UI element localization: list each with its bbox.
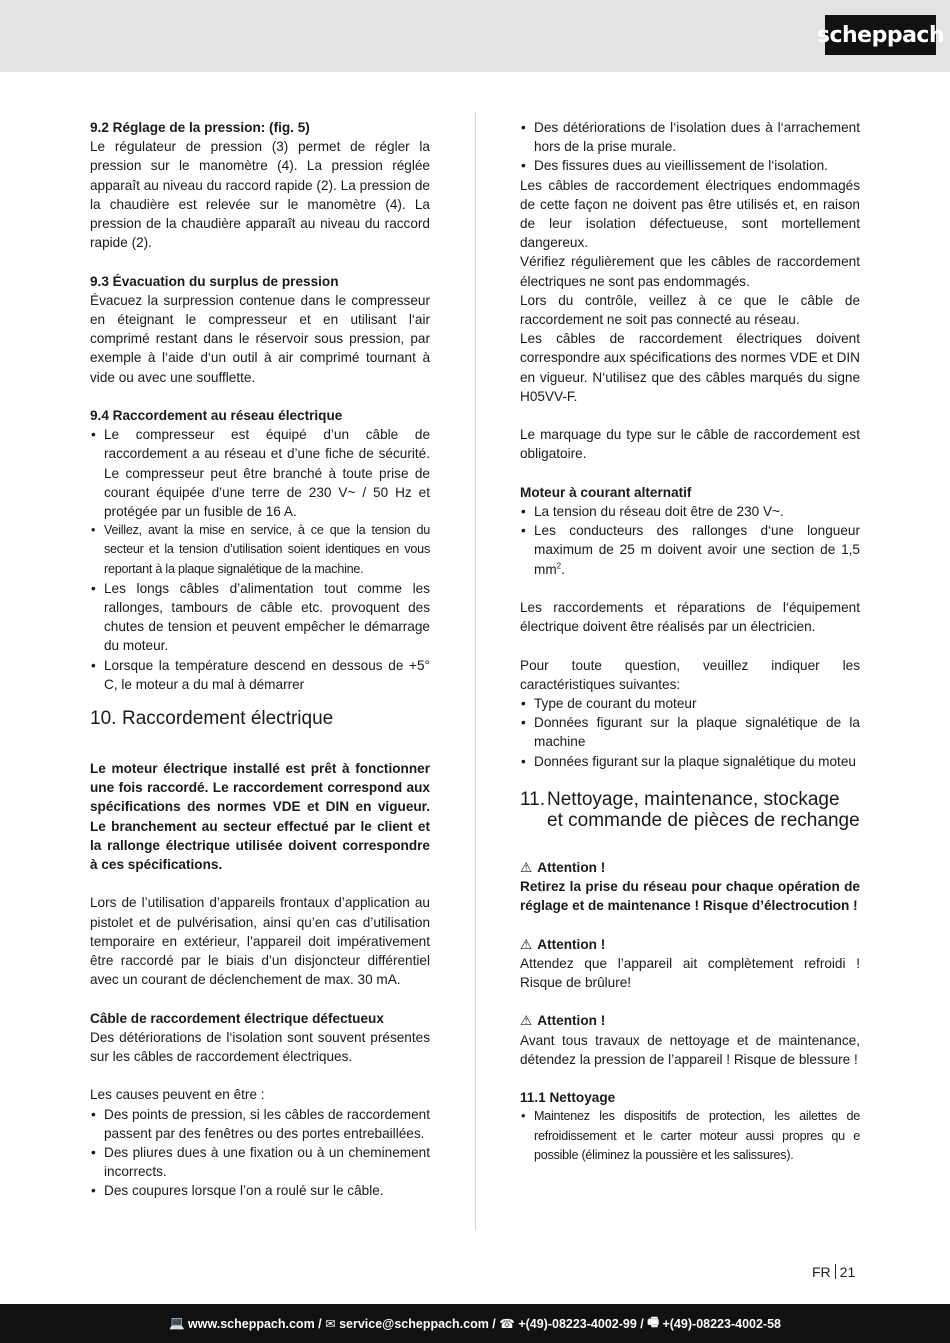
list-item: • Veillez, avant la mise en service, à ce que la tension du secteur et la tension d’utilisation soient identiques en vous reportant à la plaque signalétique de la machine.: [90, 521, 430, 579]
email-link[interactable]: service@scheppach.com /: [339, 1316, 496, 1331]
mail-icon: ✉: [321, 1317, 340, 1331]
right-column: [520, 118, 860, 1165]
list-item: • Données figurant sur la plaque signalétique du moteu: [520, 752, 860, 771]
paragraph: Les câbles de raccordement électriques doivent correspondre aux spécifications des normes VDE et DIN en vigueur. N‘utilisez que des câbles marqués du signe H05VV-F.: [520, 331, 860, 404]
page-number: [812, 1264, 855, 1280]
list-item: • Type de courant du moteur: [520, 694, 860, 713]
superscript: 2: [556, 561, 562, 571]
list-item: • Des pliures dues à une fixation ou à un cheminement incorrects.: [90, 1143, 430, 1181]
section-11-1-heading: 11.1 Nettoyage: [520, 1090, 616, 1106]
warning-text: Avant tous travaux de nettoyage et de maintenance, détendez la pression de l’appareil ! Risque de blessure !: [520, 1032, 860, 1067]
list-item-text: Les conducteurs des rallonges d‘une longueur maximum de 25 m doivent avoir une section de 1,5 mm: [534, 523, 860, 577]
phone-number: +(49)-08223-4002-99 /: [518, 1316, 644, 1331]
left-column: [90, 118, 430, 1201]
page-separator: [835, 1264, 836, 1279]
list-item: • Le compresseur est équipé d’un câble de raccordement a au réseau et d’une fiche de sécurité. Le compresseur peut être branché à toute prise de courant équipée d’une terre de 230 V~ / 50 Hz et protégée par un fusible de 16 A.: [90, 425, 430, 521]
section-9-4-heading: 9.4 Raccordement au réseau électrique: [90, 408, 343, 424]
characteristics-list: [520, 694, 860, 771]
list-item: • Données figurant sur la plaque signalétique de la machine: [520, 713, 860, 751]
causes-list: [90, 1105, 430, 1201]
list-item: • Des fissures dues au vieillissement de l‘isolation.: [520, 156, 860, 175]
list-item: • Lorsque la température descend en dessous de +5° C, le moteur a du mal à démarrer: [90, 656, 430, 694]
warning-icon: ⚠: [520, 936, 533, 952]
computer-icon: 💻: [168, 1316, 189, 1330]
footer-bar: [0, 1304, 950, 1343]
list-item: • Les longs câbles d’alimentation tout comme les rallonges, tambours de câble etc. provoquent des chutes de tension et peuvent empêcher le démarrage du moteur.: [90, 579, 430, 656]
list-item: • La tension du réseau doit être de 230 V~.: [520, 502, 860, 521]
causes-list-continued: [520, 118, 860, 176]
section-10-title: Raccordement électrique: [122, 708, 334, 730]
paragraph: Pour toute question, veuillez indiquer les caractéristiques suivantes:: [520, 657, 860, 692]
paragraph: Le marquage du type sur le câble de raccordement est obligatoire.: [520, 427, 860, 462]
paragraph: Lors du contrôle, veillez à ce que le câble de raccordement ne soit pas connecté au réseau.: [520, 292, 860, 328]
warning-icon: ⚠: [520, 1013, 533, 1029]
paragraph: Vérifiez régulièrement que les câbles de raccordement électriques ne sont pas endommagés.: [520, 254, 860, 289]
column-divider: [475, 112, 476, 1230]
attention-heading: [520, 858, 860, 877]
attention-heading: [520, 935, 860, 954]
fax-number: +(49)-08223-4002-58: [662, 1316, 781, 1331]
list-item: • Des points de pression, si les câbles de raccordement passent par des fenêtres ou des portes entrebaillées.: [90, 1105, 430, 1143]
list-item: • Des détériorations de l‘isolation dues à l‘arrachement hors de la prise murale.: [520, 118, 860, 156]
section-9-3-heading: 9.3 Évacuation du surplus de pression: [90, 273, 339, 289]
section-10-text: Lors de l’utilisation d’appareils frontaux d’application au pistolet et de pulvérisation, ainsi qu’en cas d’utilisation temporaire en extérieur, l’appareil doit impérativement être raccordé par le biais d’un disjoncteur différentiel avec un courant de déclenchement de max. 30 mA.: [90, 895, 430, 988]
ac-motor-heading: Moteur à courant alternatif: [520, 484, 692, 500]
section-9-2-text: Le régulateur de pression (3) permet de régler la pression sur le manomètre (4). La pression réglée apparaît au niveau du raccord rapide (2). La pression de la chaudière est relevée sur le manomètre (4). La pression de la chaudière apparaît au niveau du raccord rapide (2).: [90, 139, 430, 251]
causes-intro: Les causes peuvent en être :: [90, 1087, 265, 1103]
list-item: • Des coupures lorsque l’on a roulé sur le câble.: [90, 1181, 430, 1200]
website-link[interactable]: www.scheppach.com /: [188, 1316, 322, 1331]
ac-motor-list: [520, 502, 860, 579]
attention-label: Attention !: [537, 1013, 606, 1029]
page-language: FR: [812, 1264, 831, 1280]
page-number-value: 21: [839, 1264, 856, 1280]
section-10-number: 10.: [90, 708, 117, 730]
defective-cable-text: Des détériorations de l‘isolation sont souvent présentes sur les câbles de raccordement électriques.: [90, 1029, 430, 1065]
defective-cable-heading: Câble de raccordement électrique défectueux: [90, 1010, 384, 1026]
paragraph: Les raccordements et réparations de l‘équipement électrique doivent être réalisés par un électricien.: [520, 600, 860, 635]
list-item: • Maintenez les dispositifs de protection, les ailettes de refroidissement et le carter moteur aussi propres qu e possible (éliminez la poussière et les salissures).: [520, 1107, 860, 1165]
section-11-number: 11.: [520, 788, 546, 810]
header-bar: [0, 0, 950, 72]
warning-icon: ⚠: [520, 859, 533, 875]
brand-logo-text: scheppach: [816, 22, 945, 48]
section-10-heading: [90, 708, 430, 729]
fax-icon: 🖷: [643, 1315, 663, 1329]
section-9-2-heading: 9.2 Réglage de la pression: (fig. 5): [90, 120, 310, 135]
brand-logo: [816, 15, 945, 55]
section-11-heading: [520, 789, 860, 831]
phone-icon: ☎: [495, 1317, 519, 1331]
list-item: [520, 521, 860, 579]
section-11-title: Nettoyage, maintenance, stockage et commande de pièces de rechange: [547, 788, 860, 831]
section-9-3-text: Évacuez la surpression contenue dans le compresseur en éteignant le compresseur et en utilisant l‘air comprimé restant dans le réservoir sous pression, par exemple à l‘aide d‘un outil à air comprimé tournant à vide ou avec une soufflette.: [90, 292, 430, 385]
warning-text: Retirez la prise du réseau pour chaque opération de réglage et de maintenance ! Risque d’électrocution !: [520, 879, 860, 914]
cleaning-list: [520, 1107, 860, 1165]
attention-label: Attention !: [537, 936, 606, 952]
paragraph: Les câbles de raccordement électriques endommagés de cette façon ne doivent pas être utilisés et, en raison de leur isolation défectueuse, sont mortellement dangereux.: [520, 177, 860, 251]
warning-text: Attendez que l’appareil ait complètement refroidi ! Risque de brûlure!: [520, 955, 860, 991]
section-10-intro: Le moteur électrique installé est prêt à fonctionner une fois raccordé. Le raccordement correspond aux spécifications des normes VDE et DIN en vigueur. Le branchement au secteur effectué par le client et la rallonge électrique utilisée doivent correspondre à ces spécifications.: [90, 761, 430, 873]
attention-label: Attention !: [537, 859, 606, 875]
section-9-4-list: [90, 425, 430, 694]
attention-heading: [520, 1011, 860, 1030]
list-item-end: .: [561, 561, 565, 577]
